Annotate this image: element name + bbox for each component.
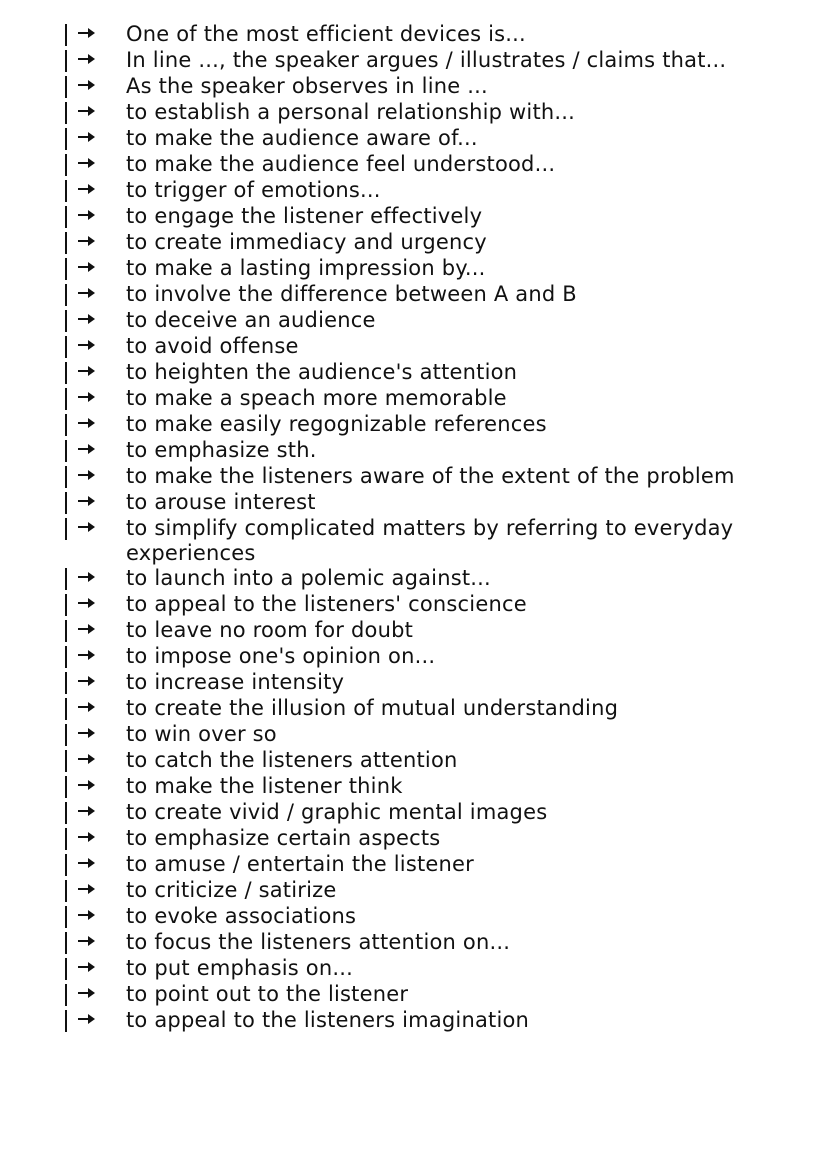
list-item [62, 826, 802, 852]
arrow-icon [62, 154, 96, 176]
phrase-text: to make the audience feel understood... [126, 152, 556, 176]
arrow-icon [62, 646, 96, 668]
phrase-text: to make the listeners aware of the extent of the problem [126, 464, 735, 488]
phrase-text: to increase intensity [126, 670, 345, 694]
list-item [62, 878, 802, 904]
list-item [62, 22, 802, 48]
arrow-icon [62, 984, 96, 1006]
list-item [62, 230, 802, 256]
arrow-icon [62, 698, 96, 720]
list-item [62, 930, 802, 956]
phrase-text: to appeal to the listeners imagination [126, 1008, 530, 1032]
arrow-icon [62, 128, 96, 150]
arrow-icon [62, 24, 96, 46]
arrow-icon [62, 414, 96, 436]
list-item [62, 800, 802, 826]
arrow-icon [62, 932, 96, 954]
phrase-text: to impose one's opinion on... [126, 644, 436, 668]
phrase-text: to make a speach more memorable [126, 386, 507, 410]
phrase-text: to establish a personal relationship with... [126, 100, 576, 124]
list-item [62, 308, 802, 334]
arrow-icon [62, 620, 96, 642]
list-item [62, 256, 802, 282]
list-item [62, 696, 802, 722]
phrase-text: to emphasize certain aspects [126, 826, 441, 850]
phrase-text: In line ..., the speaker argues / illustrates / claims that... [126, 48, 727, 72]
phrase-text: to emphasize sth. [126, 438, 317, 462]
phrase-text: to criticize / satirize [126, 878, 337, 902]
arrow-icon [62, 362, 96, 384]
phrase-text: to make the audience aware of... [126, 126, 478, 150]
list-item [62, 956, 802, 982]
arrow-icon [62, 828, 96, 850]
phrase-text: to create vivid / graphic mental images [126, 800, 548, 824]
list-item [62, 982, 802, 1008]
phrase-text: to win over so [126, 722, 277, 746]
list-item [62, 412, 802, 438]
arrow-icon [62, 750, 96, 772]
phrase-text: to create immediacy and urgency [126, 230, 487, 254]
arrow-icon [62, 336, 96, 358]
arrow-icon [62, 854, 96, 876]
arrow-icon [62, 258, 96, 280]
arrow-icon [62, 50, 96, 72]
phrase-text: to put emphasis on... [126, 956, 353, 980]
phrase-text: to leave no room for doubt [126, 618, 414, 642]
list-item [62, 204, 802, 230]
list-item [62, 566, 802, 592]
list-item [62, 386, 802, 412]
phrase-text: One of the most efficient devices is... [126, 22, 526, 46]
phrase-text: to heighten the audience's attention [126, 360, 518, 384]
list-item [62, 592, 802, 618]
list-item [62, 152, 802, 178]
phrase-text: As the speaker observes in line ... [126, 74, 488, 98]
list-item [62, 464, 802, 490]
list-item [62, 852, 802, 878]
phrase-text: to amuse / entertain the listener [126, 852, 474, 876]
list-item [62, 178, 802, 204]
arrow-icon [62, 180, 96, 202]
phrase-text: to deceive an audience [126, 308, 376, 332]
phrase-text: to launch into a polemic against... [126, 566, 491, 590]
list-item [62, 438, 802, 464]
arrow-icon [62, 958, 96, 980]
arrow-icon [62, 776, 96, 798]
list-item [62, 48, 802, 74]
phrase-text: to focus the listeners attention on... [126, 930, 511, 954]
list-item [62, 1008, 802, 1034]
arrow-icon [62, 724, 96, 746]
phrase-text: to make a lasting impression by... [126, 256, 486, 280]
list-item [62, 722, 802, 748]
arrow-icon [62, 1010, 96, 1032]
list-item [62, 126, 802, 152]
arrow-icon [62, 672, 96, 694]
arrow-icon [62, 102, 96, 124]
phrase-text: to make the listener think [126, 774, 403, 798]
arrow-icon [62, 206, 96, 228]
list-item [62, 748, 802, 774]
list-item [62, 490, 802, 516]
phrase-text: to appeal to the listeners' conscience [126, 592, 527, 616]
arrow-icon [62, 492, 96, 514]
phrase-text: to make easily regognizable references [126, 412, 547, 436]
phrase-list [62, 22, 802, 1034]
arrow-icon [62, 76, 96, 98]
phrase-text: to avoid offense [126, 334, 299, 358]
phrase-text: to catch the listeners attention [126, 748, 458, 772]
phrase-text: to involve the difference between A and B [126, 282, 577, 306]
arrow-icon [62, 440, 96, 462]
list-item [62, 74, 802, 100]
list-item [62, 670, 802, 696]
phrase-text: to simplify complicated matters by referring to everyday experiences [126, 516, 734, 565]
phrase-text: to point out to the listener [126, 982, 409, 1006]
list-item [62, 360, 802, 386]
list-item [62, 618, 802, 644]
list-item [62, 774, 802, 800]
arrow-icon [62, 466, 96, 488]
phrase-text: to create the illusion of mutual understanding [126, 696, 619, 720]
arrow-icon [62, 594, 96, 616]
arrow-icon [62, 310, 96, 332]
arrow-icon [62, 906, 96, 928]
arrow-icon [62, 388, 96, 410]
arrow-icon [62, 518, 96, 540]
list-item [62, 644, 802, 670]
list-item [62, 334, 802, 360]
arrow-icon [62, 232, 96, 254]
phrase-text: to trigger of emotions... [126, 178, 381, 202]
list-item [62, 100, 802, 126]
arrow-icon [62, 284, 96, 306]
arrow-icon [62, 880, 96, 902]
phrase-text: to arouse interest [126, 490, 316, 514]
list-item [62, 904, 802, 930]
arrow-icon [62, 802, 96, 824]
arrow-icon [62, 568, 96, 590]
list-item [62, 516, 802, 566]
list-item [62, 282, 802, 308]
phrase-text: to evoke associations [126, 904, 357, 928]
phrase-text: to engage the listener effectively [126, 204, 483, 228]
